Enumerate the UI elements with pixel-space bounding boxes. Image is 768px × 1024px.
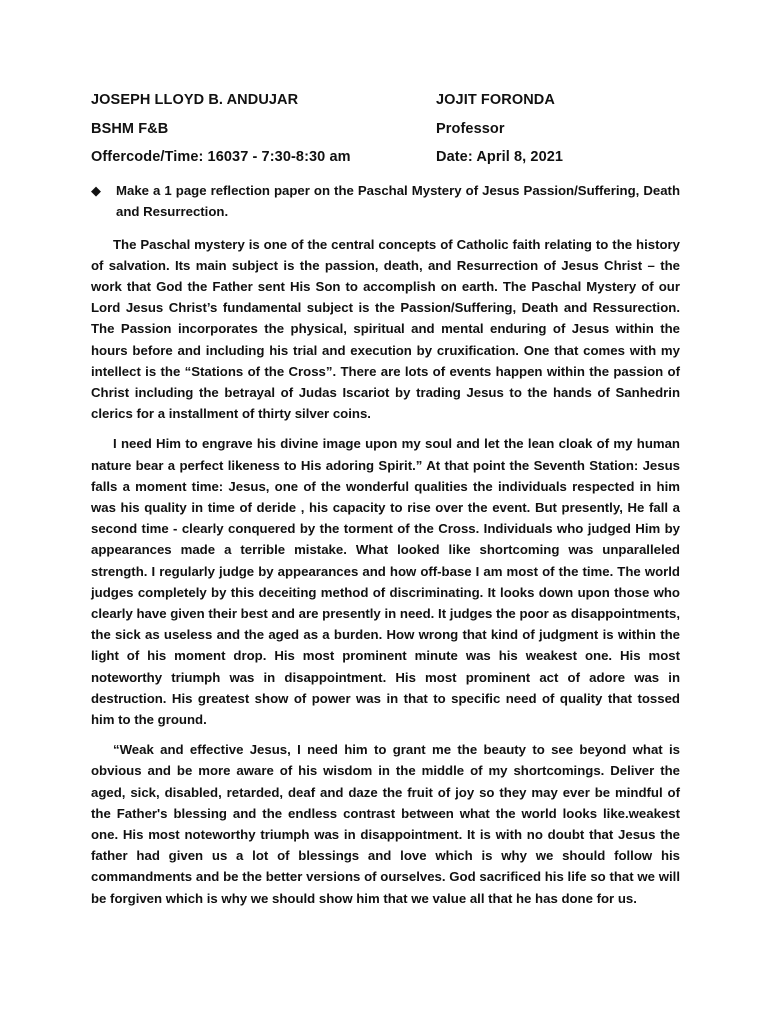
submission-date: Date: April 8, 2021 xyxy=(436,149,564,165)
header-row-names xyxy=(91,86,680,115)
header-row-course xyxy=(91,115,680,144)
task-text: Make a 1 page reflection paper on the Paschal Mystery of Jesus Passion/Suffering, Death and Resurrection. xyxy=(116,182,680,219)
body-paragraph-2: I need Him to engrave his divine image upon my soul and let the lean cloak of my human nature bear a perfect likeness to His adoring Spirit.” At that point the Seventh Station: Jesus falls a moment time: Jesus, one of the wonderful qualities the individuals respected in him was his quality in time of deride , his capacity to rise over the event. But presently, He fall a second time - clearly conquered by the torment of the Cross. Individuals who judged Him by appearances made a terrible mistake. What looked like shortcoming was unparalleled strength. I regularly judge by appearances and how off-base I am most of the time. The world judges completely by this deceiting method of discriminating. It looks down upon those who clearly have given their best and are presently in need. It judges the poor as disappointments, the sick as useless and the aged as a burden. How wrong that kind of judgment is within the light of his moment drop. His most prominent minute was his weakest one. His most noteworthy triumph was in disappointment. His most prominent act of adore was in destruction. His greatest show of power was in that to specific need of quality that tossed him to the ground. xyxy=(91,436,680,727)
student-name: JOSEPH LLOYD B. ANDUJAR xyxy=(91,92,299,108)
professor-name: JOJIT FORONDA xyxy=(436,92,555,108)
body-paragraph-1: The Paschal mystery is one of the central concepts of Catholic faith relating to the history of salvation. Its main subject is the passion, death, and Resurrection of Jesus Christ – the work that God the Father sent His Son to accomplish on earth. The Paschal Mystery of our Lord Jesus Christ’s fundamental subject is the Passion/Suffering, Death and Ressurection. The Passion incorporates the physical, spiritual and mental enduring of Jesus within the hours before and including his trial and execution by cruxification. One that comes with my intellect is the “Stations of the Cross”. There are lots of events happen within the passion of Christ including the betrayal of Judas Iscariot by trading Jesus to the hands of Sanhedrin clerics for a installment of thirty silver coins. xyxy=(91,236,680,422)
course-name: BSHM F&B xyxy=(91,120,169,137)
body-paragraph-3: “Weak and effective Jesus, I need him to grant me the beauty to see beyond what is obvious and be more aware of his wisdom in the middle of my shortcomings. Deliver the aged, sick, disabled, retarded, deaf and daze the fruit of joy so they may ever be mindful of the Father's blessing and the endless contrast between what the world looks like.weakest one. His most noteworthy triumph was in disappointment. It is with no doubt that Jesus the father had given us a lot of blessings and love which is why we should follow his commandments and be the better versions of ourselves. God sacrificed his life so that we will be forgiven which is why we should show him that we value all that he has done for us. xyxy=(91,742,680,906)
professor-title: Professor xyxy=(436,120,505,137)
offercode-time: Offercode/Time: 16037 - 7:30-8:30 am xyxy=(91,149,351,165)
diamond-bullet-icon: ◆ xyxy=(91,182,101,198)
header-row-schedule xyxy=(91,143,680,172)
assignment-task xyxy=(91,180,680,222)
